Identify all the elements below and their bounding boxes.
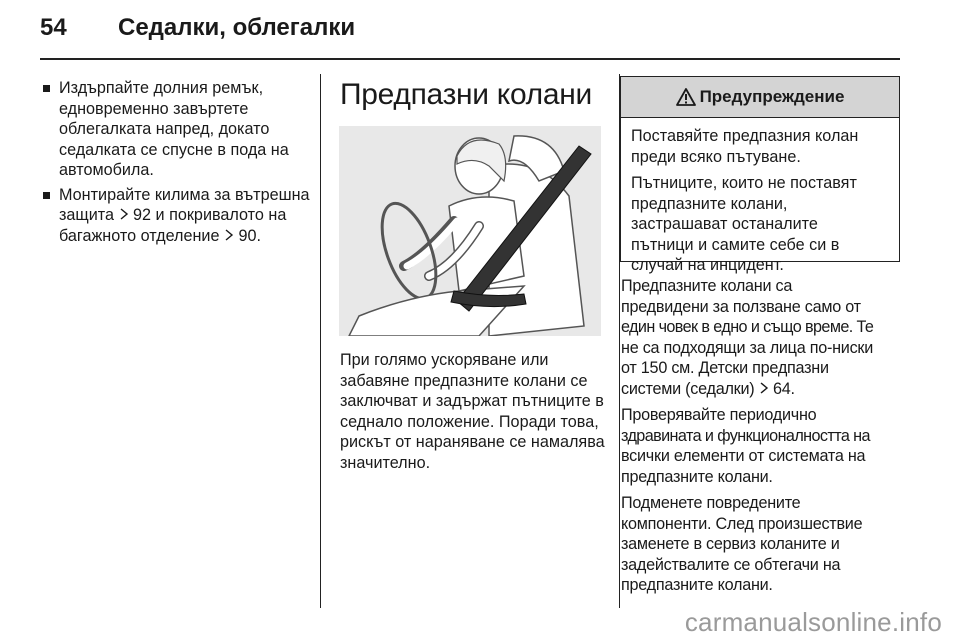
xref-link[interactable]: 64 (759, 379, 791, 400)
left-column (41, 78, 311, 250)
watermark: carmanualsonline.info (684, 607, 942, 637)
xref-link[interactable]: 92 (119, 205, 152, 226)
column-divider-1 (320, 74, 321, 608)
right-column-text: Предпазните колани са предвидени за ползване само от един човек в едно и също време. Те не са подходящи за лица по-ниски от 150 см. Детски предпазни системи (седалки) 64. Проверявайте периодично здравината и функционалността на всички елементи от системата на предпазните колани. Подменете повредените компоненти. След произшествие заменете в сервиз коланите и задействалите се обтегачи на предпазните колани. (621, 277, 874, 594)
page-number: 54 (40, 14, 67, 41)
header-rule (40, 58, 900, 60)
list-item: Монтирайте килима за вътрешна защита 92 и покривалото на багажното отделение 90. (41, 185, 311, 247)
xref-link[interactable]: 90 (224, 226, 257, 247)
warning-box (620, 76, 900, 274)
list-item: Издърпайте долния ремък, едновременно завъртете облегалката напред, докато седалката се спусне в пода на автомобила. (41, 78, 311, 181)
xref-arrow-icon (759, 382, 769, 394)
warning-title: Предупреждение (699, 87, 845, 106)
warning-body: Поставяйте предпазния колан преди всяко пътуване. Пътниците, които не поставят предпазните колани, застрашават останалите пътници и самите себе си в случай на инцидент. (631, 127, 859, 274)
section-title: Предпазни колани (340, 78, 592, 111)
seat-belt-figure-icon (339, 126, 601, 336)
middle-column-text: При голямо ускоряване или забавяне предпазните колани се заключват и задържат пътниците в седнало положение. Поради това, рискът от нараняване се намалява значително. (340, 351, 605, 472)
chapter-title: Седалки, облегалки (118, 14, 356, 41)
warning-triangle-icon (676, 88, 696, 106)
bullet-square-icon (43, 85, 50, 92)
xref-arrow-icon (119, 208, 129, 220)
warning-header (621, 77, 899, 118)
xref-arrow-icon (224, 229, 234, 241)
seat-belt-illustration (339, 126, 601, 336)
bullet-square-icon (43, 192, 50, 199)
